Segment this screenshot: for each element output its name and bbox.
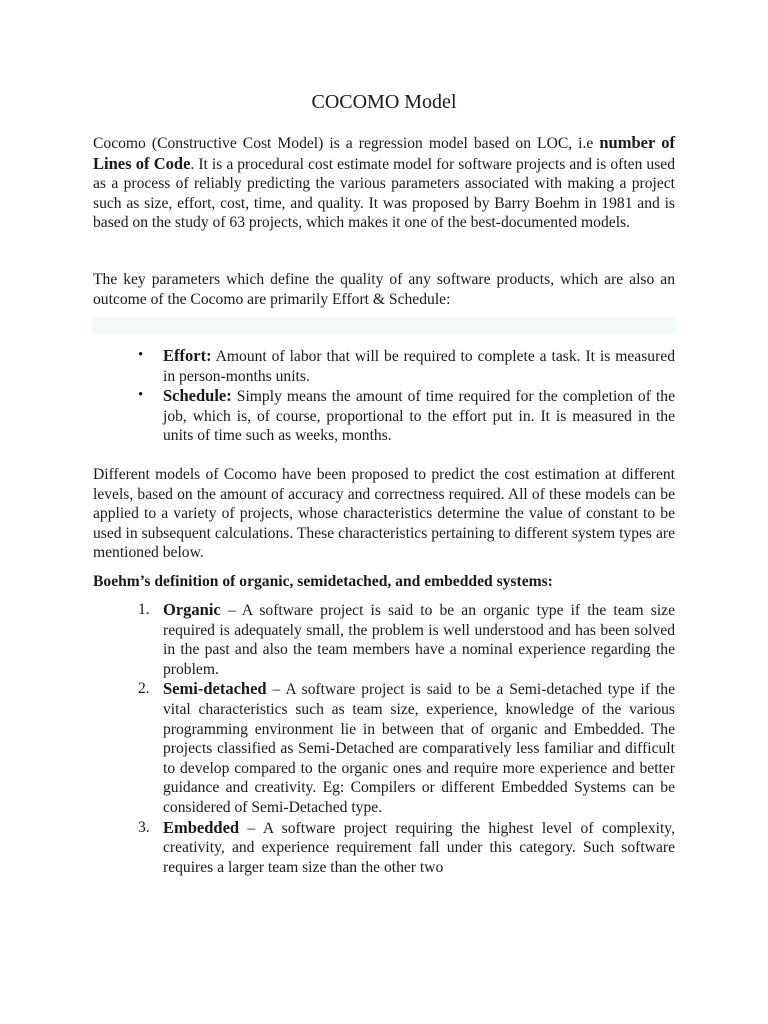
bullet-text: Amount of labor that will be required to complete a task. It is measured in person-months units. [163, 348, 675, 385]
system-types-list [93, 600, 675, 877]
bullet-term: Effort: [163, 346, 212, 365]
intro-bold-term: number of Lines of Code [93, 133, 676, 173]
type-text: – A software project requiring the highest level of complexity, creativity, and experience requirement fall under this category. Such software requires a larger team size than the other two [163, 819, 675, 876]
bullet-text: Simply means the amount of time required for the completion of the job, which is, of course, proportional to the effort put in. It is measured in the units of time such as weeks, months. [163, 388, 675, 445]
intro-text-2: . It is a procedural cost estimate model for software projects and is often used as a process of reliably predicting the various parameters associated with making a project such as size, effort, cost, time, and quality. It was proposed by Barry Boehm in 1981 and is based on the study of 63 projects, which makes it one of the best-documented models. [93, 155, 675, 232]
parameter-bullet-list [93, 346, 675, 446]
type-term: Semi-detached [163, 679, 267, 699]
type-term: Organic [163, 600, 221, 619]
intro-text-1: Cocomo (Constructive Cost Model) is a regression model based on LOC, i.e [93, 135, 600, 152]
definition-heading: Boehm’s definition of organic, semidetached, and embedded systems: [93, 573, 553, 590]
bullet-item-effort [93, 346, 675, 386]
list-number: 2. [138, 680, 150, 698]
type-text: – A software project is said to be a Semi-detached type if the vital characteristics such as team size, experience, knowledge of the various programming environment lie in between that of organic and Embedded. The projects classified as Semi-Detached are comparatively less familiar and difficult to develop compared to the organic ones and require more experience and better guidance and creativity. Eg: Compilers or different Embedded Systems can be considered of Semi-Detached type. [163, 681, 675, 816]
bullet-term: Schedule: [163, 386, 232, 406]
key-parameters-paragraph: The key parameters which define the quality of any software products, which are also an outcome of the Cocomo are primarily Effort & Schedule: [93, 271, 675, 308]
type-item-embedded [93, 818, 675, 878]
highlight-band [92, 317, 676, 334]
list-number: 3. [138, 818, 150, 836]
models-paragraph: Different models of Cocomo have been proposed to predict the cost estimation at different levels, based on the amount of accuracy and correctness required. All of these models can be applied to a variety of projects, whose characteristics determine the value of constant to be used in subsequent calculations. These characteristics pertaining to different system types are mentioned below. [93, 466, 675, 562]
bullet-item-schedule [93, 386, 675, 446]
intro-paragraph [93, 133, 675, 233]
bullet-dot-icon: • [138, 387, 144, 404]
type-text: – A software project is said to be an organic type if the team size required is adequately small, the problem is well understood and has been solved in the past and also the team members have a nominal experience regarding the problem. [163, 602, 675, 678]
bullet-dot-icon: • [138, 347, 144, 363]
type-term: Embedded [163, 817, 240, 837]
type-item-semi-detached [93, 679, 675, 817]
list-number: 1. [138, 601, 150, 618]
type-item-organic [93, 600, 675, 679]
page-title: COCOMO Model [311, 91, 457, 113]
